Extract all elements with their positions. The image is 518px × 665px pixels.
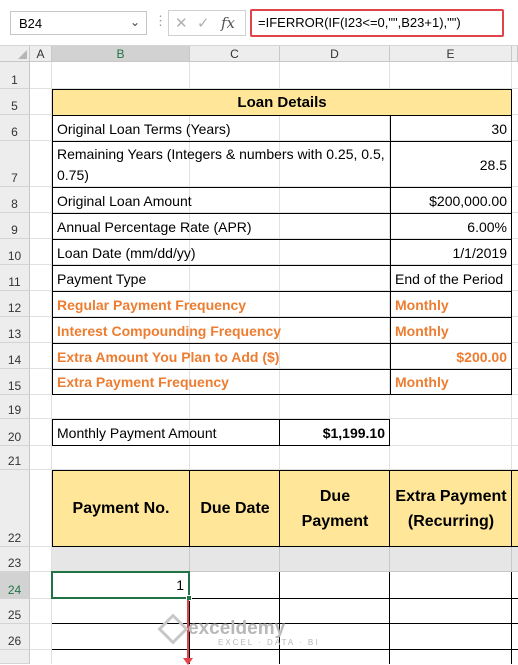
col-header-b[interactable]: B — [52, 46, 190, 62]
loan-item-value[interactable]: Monthly — [391, 292, 511, 318]
watermark-name: exceldemy — [188, 618, 286, 639]
row-header[interactable]: 24 — [0, 572, 30, 599]
row-header[interactable]: 8 — [0, 187, 30, 213]
header-due-date: Due Date — [191, 471, 280, 546]
header-due-payment: Due Payment — [281, 471, 390, 546]
row-header[interactable]: 10 — [0, 239, 30, 265]
loan-item-label: Original Loan Amount — [53, 188, 390, 214]
row-header[interactable]: 15 — [0, 369, 30, 395]
fx-icon[interactable]: fx — [221, 14, 236, 32]
formula-input[interactable]: =IFERROR(IF(I23<=0,"",B23+1),"") — [250, 9, 504, 37]
row-header[interactable]: 7 — [0, 141, 30, 187]
loan-item-value[interactable]: $200,000.00 — [391, 188, 511, 214]
header-extra-payment: Extra Payment (Recurring) — [391, 471, 512, 546]
row-header[interactable]: 25 — [0, 599, 30, 624]
header-payment-no: Payment No. — [53, 471, 190, 546]
monthly-payment-value[interactable]: $1,199.10 — [322, 424, 385, 441]
cancel-icon[interactable]: ✕ — [175, 15, 188, 32]
row-header[interactable]: 23 — [0, 547, 30, 572]
loan-details-table — [52, 89, 512, 395]
check-icon[interactable]: ✓ — [197, 15, 210, 32]
active-cell-value: 1 — [176, 577, 184, 593]
loan-item-value[interactable]: 28.5 — [391, 142, 511, 188]
loan-item-value[interactable]: End of the Period — [391, 266, 511, 292]
loan-item-value[interactable]: Monthly — [395, 374, 449, 390]
row-header[interactable]: 21 — [0, 446, 30, 470]
row-header[interactable]: 9 — [0, 213, 30, 239]
loan-item-label: Original Loan Terms (Years) — [53, 116, 390, 142]
col-header-d[interactable]: D — [280, 46, 390, 62]
loan-item-value[interactable]: 6.00% — [391, 214, 511, 240]
row-header[interactable]: 12 — [0, 291, 30, 317]
row-header[interactable]: 14 — [0, 343, 30, 369]
spreadsheet-grid — [0, 46, 518, 664]
name-box-value: B24 — [19, 16, 43, 31]
loan-item-value[interactable]: Monthly — [391, 318, 511, 344]
monthly-payment-box — [52, 419, 390, 446]
loan-item-value[interactable]: 30 — [391, 116, 511, 142]
watermark-tagline: EXCEL · DATA · BI — [218, 638, 320, 647]
name-box[interactable] — [10, 11, 147, 35]
formula-buttons — [168, 10, 246, 36]
watermark — [188, 618, 319, 647]
col-header-c[interactable]: C — [190, 46, 280, 62]
formula-bar — [0, 0, 518, 46]
row-header[interactable]: 19 — [0, 395, 30, 419]
col-header-e[interactable]: E — [390, 46, 512, 62]
col-header-a[interactable]: A — [30, 46, 52, 62]
row-header[interactable] — [0, 650, 30, 664]
loan-item-label: Payment Type — [53, 266, 390, 292]
loan-item-value[interactable]: $200.00 — [391, 344, 511, 370]
row-header[interactable]: 26 — [0, 624, 30, 650]
row-header[interactable]: 6 — [0, 115, 30, 141]
row-header[interactable]: 11 — [0, 265, 30, 291]
loan-item-value[interactable]: 1/1/2019 — [391, 240, 511, 266]
loan-item-label: Regular Payment Frequency — [53, 292, 390, 318]
row-header[interactable]: 5 — [0, 89, 30, 115]
row-header[interactable]: 13 — [0, 317, 30, 343]
col-header-f[interactable] — [512, 46, 518, 62]
schedule-header — [52, 470, 518, 547]
monthly-payment-label: Monthly Payment Amount — [53, 420, 280, 445]
loan-item-label: Interest Compounding Frequency — [53, 318, 390, 344]
loan-item-label: Extra Amount You Plan to Add ($) — [53, 344, 390, 370]
row-header[interactable]: 1 — [0, 62, 30, 89]
loan-item-label: Loan Date (mm/dd/yy) — [53, 240, 390, 266]
active-cell[interactable] — [51, 571, 190, 599]
table-row — [52, 547, 518, 572]
chevron-down-icon[interactable]: ⌄ — [129, 15, 140, 29]
row-header[interactable]: 22 — [0, 470, 30, 547]
more-options-icon[interactable]: ⋮ — [154, 13, 165, 28]
select-all-button[interactable] — [0, 46, 30, 62]
loan-details-title: Loan Details — [53, 90, 511, 116]
loan-item-label: Remaining Years (Integers & numbers with 0.25, 0.5, 0.75) — [53, 142, 390, 188]
row-header[interactable]: 20 — [0, 419, 30, 446]
loan-item-label: Extra Payment Frequency — [57, 374, 229, 390]
loan-item-label: Annual Percentage Rate (APR) — [53, 214, 390, 240]
